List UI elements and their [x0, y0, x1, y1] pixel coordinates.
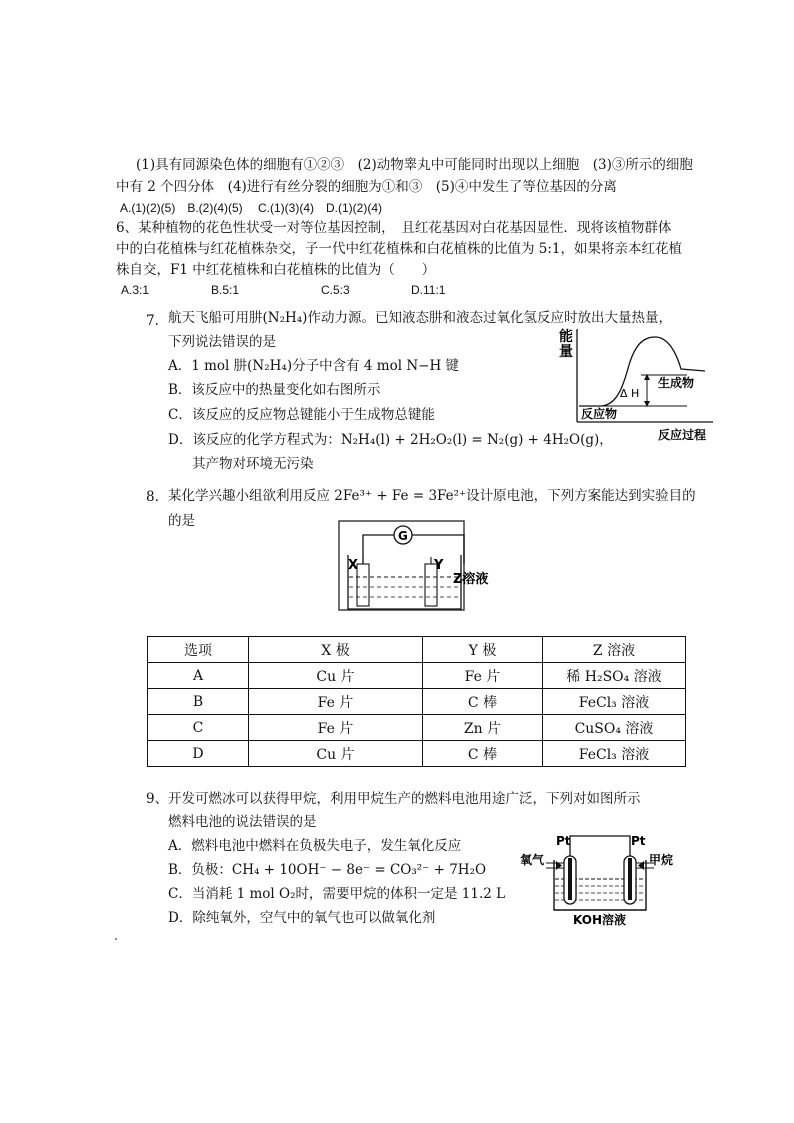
galvanometer-label: G — [398, 529, 408, 543]
electrolyte-label: KOH溶液 — [573, 913, 627, 927]
header-z: Z 溶液 — [543, 637, 686, 663]
pt-left-label: Pt — [556, 834, 571, 848]
cell-z: CuSO₄ 溶液 — [543, 715, 686, 741]
stray-mark — [115, 938, 117, 940]
q7-stem-line-2: 下列说法错误的是 — [168, 334, 276, 350]
q6-stem-line-1: 6、某种植物的花色性状受一对等位基因控制， 且红花基因对白花基因显性．现将该植物群体 — [116, 220, 672, 236]
y-electrode-label: Y — [434, 558, 444, 573]
fuel-cell-figure — [518, 826, 688, 928]
header-option: 选项 — [148, 637, 249, 663]
cell-x: Cu 片 — [249, 663, 423, 689]
q6-option-d: D.11:1 — [411, 283, 446, 297]
cell-option: D — [148, 741, 249, 767]
cell-x: Fe 片 — [249, 715, 423, 741]
q8-number: 8. — [146, 489, 159, 505]
methane-label: 甲烷 — [649, 853, 674, 867]
q9-option-d: D．除纯氧外，空气中的氧气也可以做氧化剂 — [168, 910, 436, 926]
x-electrode-label: X — [348, 558, 359, 573]
delta-h-label: Δ H — [620, 387, 640, 400]
cell-z: 稀 H₂SO₄ 溶液 — [543, 663, 686, 689]
q6-option-a: A.3:1 — [121, 283, 150, 297]
oxygen-inlet-arrow — [556, 861, 562, 870]
cell-z: FeCl₃ 溶液 — [543, 689, 686, 715]
q6-stem-line-2: 中的白花植株与红花植株杂交，子一代中红花植株和白花植株的比值为 5:1，如果将亲本红花植 — [116, 241, 683, 257]
q7-option-a: A．1 mol 肼(N₂H₄)分子中含有 4 mol N−H 键 — [168, 358, 460, 374]
electrode-x — [357, 564, 369, 606]
q9-option-b: B．负极：CH₄ + 10OH⁻ − 8e⁻ = CO₃²⁻ + 7H₂O — [168, 862, 487, 878]
energy-axis-label-1: 能 — [559, 329, 573, 345]
galvanic-cell-figure — [336, 519, 501, 617]
cell-option: B — [148, 689, 249, 715]
left-electrode — [568, 858, 572, 900]
cell-y: Fe 片 — [423, 663, 543, 689]
q9-stem-line-2: 燃料电池的说法错误的是 — [168, 814, 317, 830]
table-header-row — [148, 637, 686, 663]
q8-stem-line-2: 的是 — [168, 513, 195, 529]
q6-stem-line-3: 株自交，F1 中红花植株和白花植株的比值为（ ） — [116, 262, 436, 278]
energy-axis-label-2: 量 — [559, 344, 573, 360]
q5-statement-line-1: (1)具有同源染色体的细胞有①②③ (2)动物睾丸中可能同时出现以上细胞 (3)③所示的细胞 — [136, 157, 693, 173]
energy-profile-figure — [555, 325, 720, 443]
energy-curve — [579, 337, 705, 406]
q7-stem-line-1: 航天飞船可用肼(N₂H₄)作动力源。已知液态肼和液态过氧化氢反应时放出大量热量， — [168, 310, 672, 326]
q8-options-table — [147, 636, 686, 767]
table-row — [148, 741, 686, 767]
solution-label: Z溶液 — [453, 572, 489, 587]
oxygen-label: 氧气 — [520, 853, 545, 867]
product-label: 生成物 — [658, 376, 695, 390]
q9-option-c: C．当消耗 1 mol O₂时，需要甲烷的体积一定是 11.2 L — [168, 886, 506, 902]
q7-option-b: B．该反应中的热量变化如右图所示 — [168, 382, 381, 398]
q9-option-a: A．燃料电池中燃料在负极失电子，发生氧化反应 — [168, 838, 462, 854]
table-row — [148, 689, 686, 715]
cell-option: C — [148, 715, 249, 741]
cell-y: C 棒 — [423, 689, 543, 715]
external-wire — [363, 535, 464, 564]
q7-option-d-line-2: 其产物对环境无污染 — [192, 456, 314, 472]
table-row — [148, 663, 686, 689]
q6-option-c: C.5:3 — [321, 283, 350, 297]
external-circuit — [570, 836, 630, 864]
q9-number: 9、 — [146, 791, 169, 807]
cell-z: FeCl₃ 溶液 — [543, 741, 686, 767]
reactant-label: 反应物 — [581, 407, 618, 421]
q6-option-b: B.5:1 — [211, 283, 240, 297]
q9-stem-line-1: 开发可燃冰可以获得甲烷，利用甲烷生产的燃料电池用途广泛，下列对如图所示 — [168, 791, 641, 807]
q8-stem-line-1: 某化学兴趣小组欲利用反应 2Fe³⁺ + Fe = 3Fe²⁺设计原电池，下列方案能达到实验目的 — [168, 488, 696, 504]
cell-x: Cu 片 — [249, 741, 423, 767]
right-electrode — [628, 858, 632, 900]
q5-statement-line-2: 中有 2 个四分体 (4)进行有丝分裂的细胞为①和③ (5)④中发生了等位基因的分离 — [116, 179, 617, 195]
cell-x: Fe 片 — [249, 689, 423, 715]
header-y: Y 极 — [423, 637, 543, 663]
table-row — [148, 715, 686, 741]
q7-option-d-line-1: D．该反应的化学方程式为：N₂H₄(l) + 2H₂O₂(l) = N₂(g) + 4H₂O(g)， — [168, 432, 613, 448]
q7-number: 7. — [146, 313, 159, 329]
methane-inlet-arrow — [638, 861, 644, 870]
pt-right-label: Pt — [631, 834, 646, 848]
header-x: X 极 — [249, 637, 423, 663]
cell-y: C 棒 — [423, 741, 543, 767]
q5-options: A.(1)(2)(5) B.(2)(4)(5) C.(1)(3)(4) D.(1)(2)(4) — [120, 201, 383, 215]
cell-option: A — [148, 663, 249, 689]
q7-option-c: C．该反应的反应物总键能小于生成物总键能 — [168, 407, 435, 423]
reaction-progress-label: 反应过程 — [658, 428, 707, 442]
cell-y: Zn 片 — [423, 715, 543, 741]
